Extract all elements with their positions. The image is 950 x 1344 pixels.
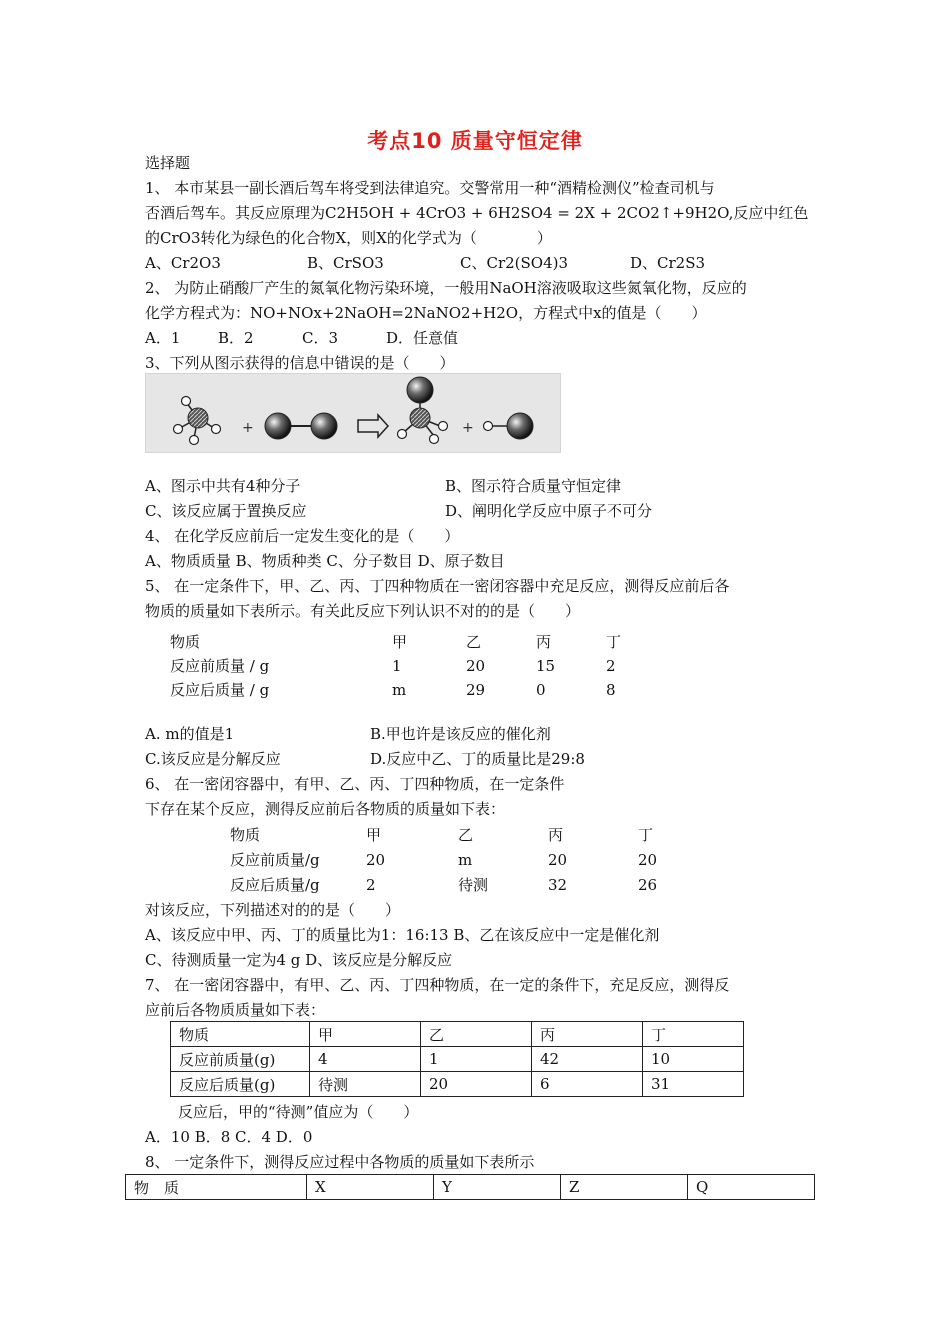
q8-header-y: Y xyxy=(434,1175,561,1200)
q5-row-before-bing: 15 xyxy=(536,657,556,675)
q5-row-after-yi: 29 xyxy=(466,681,486,699)
q5-row-before-ding: 2 xyxy=(606,657,616,675)
q5-row-after-jia: m xyxy=(392,681,407,699)
q8-header-q: Q xyxy=(688,1175,815,1200)
q2-text-line2: 化学方程式为：NO+NOx+2NaOH=2NaNO2+H2O，方程式中x的值是（ ） xyxy=(145,304,707,322)
q3-option-a: A、图示中共有4种分子 xyxy=(145,477,301,495)
q7-row-before-jia: 4 xyxy=(310,1047,421,1072)
q6-row-before-ding: 20 xyxy=(638,851,658,869)
q3-text-line1: 3、下列从图示获得的信息中错误的是（ ） xyxy=(145,354,455,372)
q5-row-before-jia: 1 xyxy=(392,657,402,675)
q5-row-after-ding: 8 xyxy=(606,681,616,699)
reaction-arrow xyxy=(358,415,388,437)
q7-row-after-label: 反应后质量(g) xyxy=(171,1072,310,1097)
q1-text-line2: 否酒后驾车。其反应原理为C2H5OH + 4CrO3 + 6H2SO4 = 2X + 2CO2↑+9H2O,反应中红色 xyxy=(145,204,809,222)
q5-row-after-label: 反应后质量 / g xyxy=(170,681,270,699)
q1-option-b: B、CrSO3 xyxy=(307,254,384,272)
table-row xyxy=(171,1022,744,1047)
q1-text-line1: 1、 本市某县一副长酒后驾车将受到法律追究。交警常用一种“酒精检测仪”检查司机与 xyxy=(145,179,715,197)
q7-text-line3: 反应后，甲的“待测”值应为（ ） xyxy=(178,1103,419,1121)
q8-table xyxy=(125,1174,815,1200)
q1-option-d: D、Cr2S3 xyxy=(630,254,706,272)
q6-row-after-bing: 32 xyxy=(548,876,568,894)
q6-header-bing: 丙 xyxy=(548,826,564,844)
q5-option-d: D.反应中乙、丁的质量比是29:8 xyxy=(370,750,585,768)
svg-text:+: + xyxy=(462,420,474,436)
q6-row-after-ding: 26 xyxy=(638,876,658,894)
q6-header-jia: 甲 xyxy=(366,826,382,844)
q6-text-line1: 6、 在一密闭容器中，有甲、乙、丙、丁四种物质，在一定条件 xyxy=(145,775,565,793)
q5-header-bing: 丙 xyxy=(536,633,552,651)
q5-row-after-bing: 0 xyxy=(536,681,546,699)
q7-row-after-bing: 6 xyxy=(532,1072,643,1097)
q7-row-before-bing: 42 xyxy=(532,1047,643,1072)
product-molecule-1 xyxy=(398,377,448,444)
q6-row-after-yi: 待测 xyxy=(458,876,489,894)
page-title: 考点10 质量守恒定律 xyxy=(367,129,583,153)
q5-option-b: B.甲也许是该反应的催化剂 xyxy=(370,725,551,743)
table-row xyxy=(171,1072,744,1097)
q6-text-line2: 下存在某个反应，测得反应前后各物质的质量如下表： xyxy=(145,800,506,818)
molecule-reaction-figure xyxy=(145,373,561,453)
q6-row-after-jia: 2 xyxy=(366,876,376,894)
q8-header-x: X xyxy=(307,1175,434,1200)
q6-header-yi: 乙 xyxy=(458,826,474,844)
q1-option-c: C、Cr2(SO4)3 xyxy=(460,254,569,272)
q6-text-line3: 对该反应，下列描述对的的是（ ） xyxy=(145,901,401,919)
q1-option-a: A、Cr2O3 xyxy=(145,254,221,272)
q7-row-after-yi: 20 xyxy=(421,1072,532,1097)
q6-options-line1: A、该反应中甲、丙、丁的质量比为1：16:13 B、乙在该反应中一定是催化剂 xyxy=(145,926,660,944)
q4-text-line1: 4、 在化学反应前后一定发生变化的是（ ） xyxy=(145,527,460,545)
q5-header-ding: 丁 xyxy=(606,633,622,651)
q7-row-before-yi: 1 xyxy=(421,1047,532,1072)
q4-options: A、物质质量 B、物质种类 C、分子数目 D、原子数目 xyxy=(145,552,505,570)
q7-header-ding: 丁 xyxy=(643,1022,744,1047)
q3-option-c: C、该反应属于置换反应 xyxy=(145,502,307,520)
product-molecule-2 xyxy=(484,413,534,439)
section-heading: 选择题 xyxy=(145,154,191,172)
table-row xyxy=(171,1047,744,1072)
molecule-diagram xyxy=(146,374,560,452)
q5-text-line2: 物质的质量如下表所示。有关此反应下列认识不对的的是（ ） xyxy=(145,602,581,620)
q2-option-c: C．3 xyxy=(302,329,339,347)
q2-option-b: B．2 xyxy=(218,329,254,347)
q7-header-yi: 乙 xyxy=(421,1022,532,1047)
q3-option-d: D、阐明化学反应中原子不可分 xyxy=(445,502,653,520)
q1-text-line3: 的CrO3转化为绿色的化合物X，则X的化学式为（ ） xyxy=(145,229,552,247)
q6-row-before-jia: 20 xyxy=(366,851,386,869)
q6-row-before-label: 反应前质量/g xyxy=(230,851,320,869)
table-row xyxy=(126,1175,815,1200)
q3-option-b: B、图示符合质量守恒定律 xyxy=(445,477,622,495)
reactant-molecule-1 xyxy=(174,397,221,445)
q5-text-line1: 5、 在一定条件下，甲、乙、丙、丁四种物质在一密闭容器中充足反应，测得反应前后各 xyxy=(145,577,730,595)
q5-header-yi: 乙 xyxy=(466,633,482,651)
q7-header-substance: 物质 xyxy=(171,1022,310,1047)
q6-options-line2: C、待测质量一定为4 g D、该反应是分解反应 xyxy=(145,951,453,969)
q7-table xyxy=(170,1021,744,1097)
q6-row-before-bing: 20 xyxy=(548,851,568,869)
q7-row-before-label: 反应前质量(g) xyxy=(171,1047,310,1072)
q5-header-jia: 甲 xyxy=(392,633,408,651)
q7-options: A．10 B．8 C．4 D．0 xyxy=(145,1128,313,1146)
q7-row-before-ding: 10 xyxy=(643,1047,744,1072)
q7-text-line1: 7、 在一密闭容器中，有甲、乙、丙、丁四种物质，在一定的条件下，充足反应，测得反 xyxy=(145,976,730,994)
q7-text-line2: 应前后各物质质量如下表： xyxy=(145,1001,326,1019)
q7-row-after-jia: 待测 xyxy=(310,1072,421,1097)
q2-option-d: D．任意值 xyxy=(386,329,459,347)
reactant-molecule-2 xyxy=(265,413,337,439)
q2-text-line1: 2、 为防止硝酸厂产生的氮氧化物污染环境，一般用NaOH溶液吸取这些氮氧化物，反应的 xyxy=(145,279,747,297)
q5-row-before-yi: 20 xyxy=(466,657,486,675)
q5-option-c: C.该反应是分解反应 xyxy=(145,750,281,768)
q6-header-substance: 物质 xyxy=(230,826,261,844)
q6-row-before-yi: m xyxy=(458,851,473,869)
q8-header-substance: 物 质 xyxy=(126,1175,307,1200)
q6-row-after-label: 反应后质量/g xyxy=(230,876,320,894)
svg-text:+: + xyxy=(242,420,254,436)
q6-header-ding: 丁 xyxy=(638,826,654,844)
q7-header-jia: 甲 xyxy=(310,1022,421,1047)
q8-text-line1: 8、 一定条件下，测得反应过程中各物质的质量如下表所示 xyxy=(145,1153,535,1171)
q5-row-before-label: 反应前质量 / g xyxy=(170,657,270,675)
q2-option-a: A．1 xyxy=(145,329,181,347)
q5-option-a: A. m的值是1 xyxy=(145,725,235,743)
q7-header-bing: 丙 xyxy=(532,1022,643,1047)
q5-header-substance: 物质 xyxy=(170,633,201,651)
q8-header-z: Z xyxy=(561,1175,688,1200)
q7-row-after-ding: 31 xyxy=(643,1072,744,1097)
